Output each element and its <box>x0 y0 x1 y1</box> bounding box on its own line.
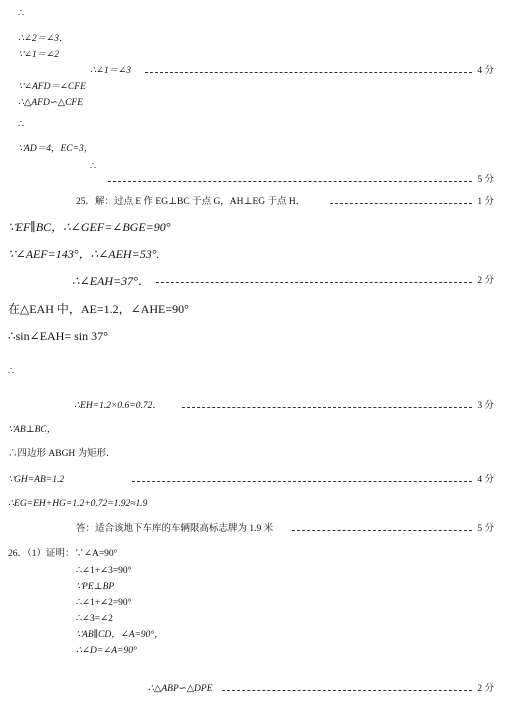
solution-line: ∵∠AEF=143°，∴∠AEH=53°. <box>8 247 160 261</box>
scored-line: 25．解：过点 E 作 EG⊥BC 于点 G，AH⊥EG 于点 H． 1 分 <box>0 194 512 210</box>
score-label: 4 分 <box>477 475 494 485</box>
dashed-leader <box>222 690 472 691</box>
proof-line: ∵AB∥CD，∠A=90°， <box>76 630 164 640</box>
score-label: 5 分 <box>477 175 494 185</box>
scored-line <box>0 172 512 188</box>
proof-line: ∴ <box>90 162 97 172</box>
proof-line: ∴∠1+∠3=90° <box>76 566 132 576</box>
proof-line: ∴ <box>18 9 25 19</box>
scored-line: ∴∠1＝∠3 4 分 <box>0 63 512 79</box>
solution-line: ∵EF∥BC，∴∠GEF=∠BGE=90° <box>8 220 171 234</box>
score-label: 2 分 <box>477 276 494 286</box>
proof-line: 26．（1）证明：∵∠A=90° <box>8 549 118 559</box>
scored-line: ∴∠EAH=37°． 2 分 <box>72 274 494 288</box>
solution-line: ∴EG=EH+HG=1.2+0.72=1.92≈1.9 <box>8 499 148 509</box>
dashed-leader <box>145 72 472 73</box>
solution-line: ∴ <box>8 367 15 377</box>
solution-line: ∴四边形 ABGH 为矩形． <box>8 449 116 459</box>
scored-line: 答：适合该地下车库的车辆限高标志牌为 1.9 米 5 分 <box>0 521 512 537</box>
dashed-leader <box>108 181 472 182</box>
dashed-leader <box>132 481 472 482</box>
proof-line: ∵∠1＝∠2 <box>18 50 59 60</box>
dashed-leader <box>292 530 472 531</box>
proof-line: ∴ <box>18 120 25 130</box>
proof-line: ∵∠AFD＝∠CFE <box>18 82 86 92</box>
score-label: 3 分 <box>477 401 494 411</box>
proof-line: ∴∠1+∠2=90° <box>76 598 132 608</box>
proof-line: ∴△AFD∽△CFE <box>18 98 84 108</box>
score-label: 1 分 <box>477 197 494 207</box>
proof-line: ∴∠3=∠2 <box>76 614 113 624</box>
score-label: 5 分 <box>477 524 494 534</box>
score-label: 4 分 <box>477 66 494 76</box>
dashed-leader <box>330 203 472 204</box>
scored-line: ∴△ABP∽△DPE 2 分 <box>0 681 512 697</box>
scored-line: ∵GH=AB=1.2 4 分 <box>0 472 512 488</box>
solution-line: ∵AB⊥BC， <box>8 425 57 435</box>
proof-line: ∵PE⊥BP <box>76 582 115 592</box>
proof-line: ∴∠2＝∠3． <box>18 34 69 44</box>
score-label: 2 分 <box>477 684 494 694</box>
proof-line: ∴∠D=∠A=90° <box>76 646 137 656</box>
dashed-leader <box>182 407 472 408</box>
scored-line: ∴EH=1.2×0.6=0.72． 3 分 <box>0 398 512 414</box>
solution-line: ∴sin∠EAH= sin 37° <box>8 329 108 343</box>
solution-line: 在△EAH 中，AE=1.2，∠AHE=90° <box>8 302 189 316</box>
dashed-leader <box>156 282 472 283</box>
proof-line: ∵AD＝4，EC=3， <box>18 144 94 154</box>
